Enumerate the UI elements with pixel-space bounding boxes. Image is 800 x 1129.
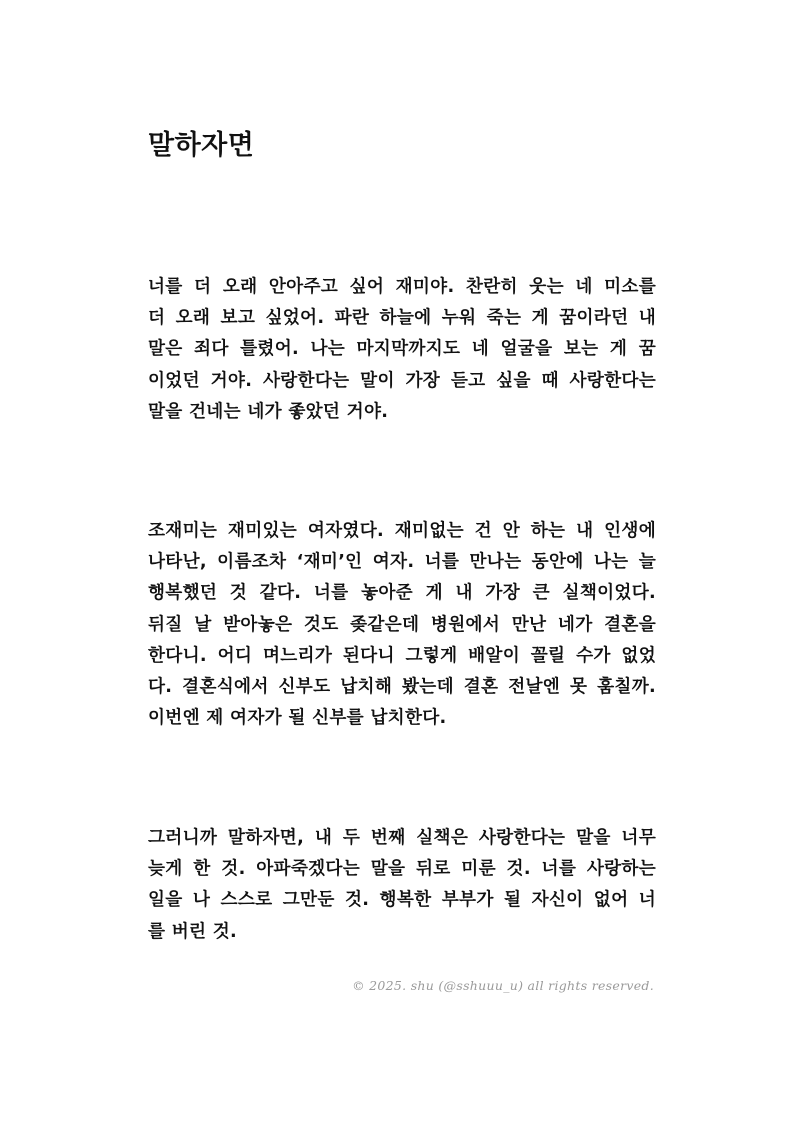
paragraph-line: 다. 결혼식에서 신부도 납치해 봤는데 결혼 전날엔 못 훔칠까. (148, 677, 656, 698)
paragraph-line: 이번엔 제 여자가 될 신부를 납치한다. (148, 708, 447, 729)
paragraph-1 (148, 272, 656, 428)
paragraph-2 (148, 516, 656, 734)
page-title: 말하자면 (148, 130, 255, 161)
paragraph-line: 뒤질 날 받아놓은 것도 좆같은데 병원에서 만난 네가 결혼을 (148, 614, 656, 635)
paragraph-line: 나타난, 이름조차 ‘재미’인 여자. 너를 만나는 동안에 나는 늘 (148, 552, 656, 573)
paragraph-line: 늦게 한 것. 아파죽겠다는 말을 뒤로 미룬 것. 너를 사랑하는 (148, 859, 656, 880)
paragraph-line: 를 버린 것. (148, 921, 238, 942)
paragraph-line: 말을 건네는 네가 좋았던 거야. (148, 401, 389, 422)
paragraph-line: 말은 죄다 틀렸어. 나는 마지막까지도 네 얼굴을 보는 게 꿈 (148, 339, 656, 360)
paragraph-3 (148, 823, 656, 948)
paragraph-line: 더 오래 보고 싶었어. 파란 하늘에 누워 죽는 게 꿈이라던 내 (148, 308, 656, 329)
paragraph-line: 그러니까 말하자면, 내 두 번째 실책은 사랑한다는 말을 너무 (148, 828, 656, 848)
copyright-notice: © 2025. shu (@sshuuu_u) all rights reserved. (352, 978, 654, 993)
paragraph-line: 이었던 거야. 사랑한다는 말이 가장 듣고 싶을 때 사랑한다는 (148, 370, 656, 391)
paragraph-line: 한다니. 어디 며느리가 된다니 그렇게 배알이 꼴릴 수가 없었 (148, 645, 656, 666)
paragraph-line: 조재미는 재미있는 여자였다. 재미없는 건 안 하는 내 인생에 (148, 521, 656, 541)
paragraph-line: 너를 더 오래 안아주고 싶어 재미야. 찬란히 웃는 네 미소를 (148, 277, 656, 297)
paragraph-line: 일을 나 스스로 그만둔 것. 행복한 부부가 될 자신이 없어 너 (148, 890, 656, 911)
paragraph-line: 행복했던 것 같다. 너를 놓아준 게 내 가장 큰 실책이었다. (148, 583, 656, 604)
